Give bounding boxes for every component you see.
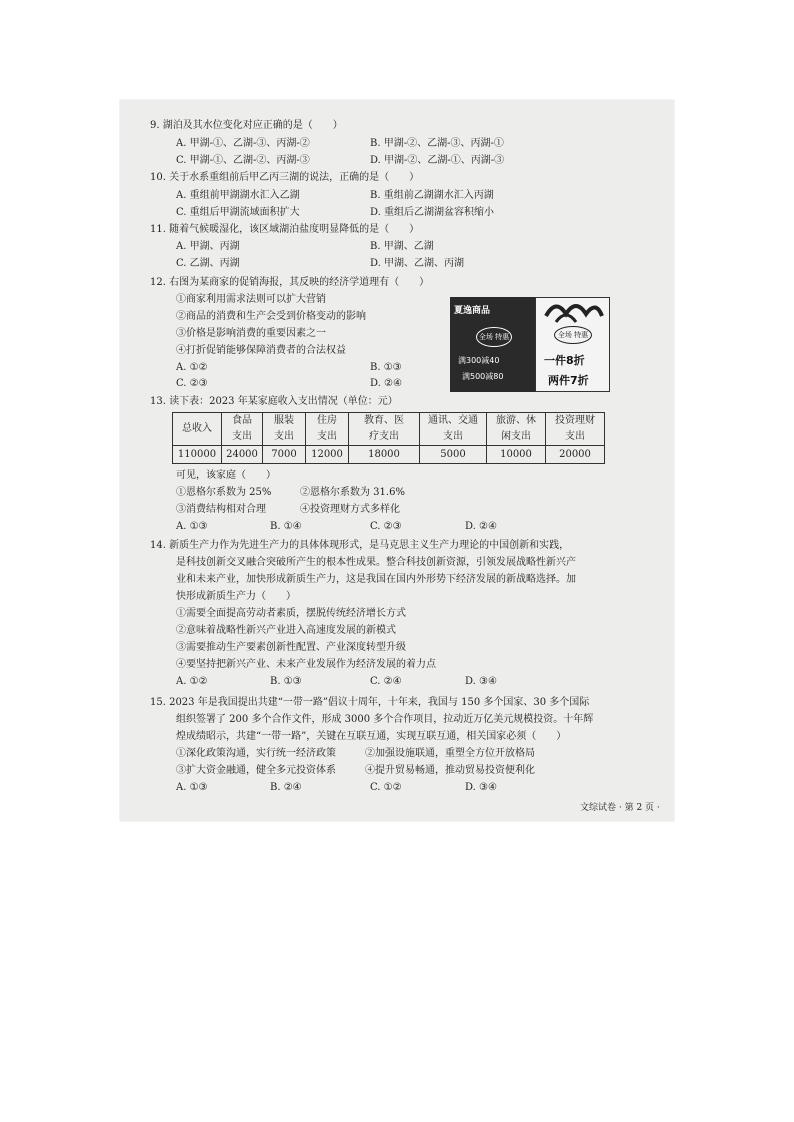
q14-option-b: B. ①③ [270, 676, 302, 687]
q11-option-a: A. 甲湖、丙湖 [176, 241, 240, 252]
q13-option-c: C. ②③ [370, 521, 402, 532]
q12-statement-3: ③价格是影响消费的重要因素之一 [176, 328, 326, 339]
q10-option-d: D. 重组后乙湖湖盆容积缩小 [370, 207, 495, 218]
q15-option-c: C. ①② [370, 782, 402, 793]
poster-left-line1: 满300减40 [458, 356, 500, 365]
q11-stem: 11. 随着气候暖湿化，该区域湖泊盐度明显降低的是（ ） [150, 224, 420, 235]
table-header-cell: 住房 支出 [306, 413, 349, 446]
q15-option-d: D. ③④ [465, 782, 497, 793]
poster-left-title: 夏逸商品 [454, 306, 491, 316]
poster-left-badge: 全场 特惠 [476, 327, 512, 347]
q14-line2: 是科技创新交叉融合突破所产生的根本性成果。整合科技创新资源，引领发展战略性新兴产 [176, 557, 576, 568]
q14-option-d: D. ③④ [465, 676, 497, 687]
q9-option-b: B. 甲湖-②、乙湖-③、丙湖-① [370, 138, 504, 149]
exam-page [120, 100, 674, 821]
q14-statement-2: ②意味着战略性新兴产业进入高速度发展的新模式 [176, 625, 396, 636]
table-cell: 24000 [222, 446, 263, 464]
q13-statement-1: ①恩格尔系数为 25% [176, 487, 272, 498]
poster-right-line1: 一件8折 [544, 354, 585, 367]
table-header-cell: 投资理财 支出 [546, 413, 605, 446]
table-cell: 10000 [487, 446, 546, 464]
q12-option-d: D. ②④ [370, 378, 402, 389]
q9-stem: 9. 湖泊及其水位变化对应正确的是（ ） [150, 120, 343, 131]
q9-option-a: A. 甲湖-①、乙湖-③、丙湖-② [176, 138, 310, 149]
q15-option-a: A. ①③ [176, 782, 208, 793]
table-header-cell: 服装 支出 [263, 413, 306, 446]
q15-line2: 组织签署了 200 多个合作文件，形成 3000 多个合作项目，拉动近万亿美元规模投资。十年辉 [176, 714, 594, 725]
q15-statement-3: ③扩大资金融通，健全多元投资体系 [176, 765, 336, 776]
page-footer: 文综试卷 · 第 2 页 · [580, 803, 660, 813]
table-cell: 20000 [546, 446, 605, 464]
table-header-row [173, 413, 605, 446]
q12-option-c: C. ②③ [176, 378, 208, 389]
q10-stem: 10. 关于水系重组前后甲乙丙三湖的说法，正确的是（ ） [150, 172, 420, 183]
q12-stem: 12. 右图为某商家的促销海报，其反映的经济学道理有（ ） [150, 277, 430, 288]
poster-right-line2: 两件7折 [548, 374, 589, 387]
poster-left-line2: 满500减80 [462, 372, 504, 381]
q10-option-c: C. 重组后甲湖流域面积扩大 [176, 207, 300, 218]
q12-statement-4: ④打折促销能够保障消费者的合法权益 [176, 345, 346, 356]
q10-option-a: A. 重组前甲湖湖水汇入乙湖 [176, 190, 300, 201]
table-header-cell: 食品 支出 [222, 413, 263, 446]
q15-statement-2: ②加强设施联通，重塑全方位开放格局 [365, 748, 535, 759]
promotion-poster [450, 297, 610, 392]
q13-statement-3: ③消费结构相对合理 [176, 504, 266, 515]
q12-statement-1: ①商家利用需求法则可以扩大营销 [176, 294, 326, 305]
q14-line4: 快形成新质生产力（ ） [176, 591, 296, 602]
q13-option-b: B. ①④ [270, 521, 302, 532]
q15-statement-1: ①深化政策沟通，实行统一经济政策 [176, 748, 336, 759]
q15-option-b: B. ②④ [270, 782, 302, 793]
q13-statement-2: ②恩格尔系数为 31.6% [300, 487, 405, 498]
q9-option-c: C. 甲湖-①、乙湖-②、丙湖-③ [176, 155, 310, 166]
q13-statement-4: ④投资理财方式多样化 [300, 504, 400, 515]
q13-option-a: A. ①③ [176, 521, 208, 532]
q14-statement-1: ①需要全面提高劳动者素质，摆脱传统经济增长方式 [176, 608, 406, 619]
q13-option-d: D. ②④ [465, 521, 497, 532]
q15-line1: 15. 2023 年是我国提出共建“一带一路”倡议十周年，十年来，我国与 150 多个国家、30 多个国际 [150, 697, 590, 708]
income-expense-table [172, 412, 605, 464]
q13-lead: 可见，该家庭（ ） [176, 470, 276, 481]
poster-right-badge: 全场 特惠 [554, 326, 592, 344]
q12-option-b: B. ①③ [370, 362, 402, 373]
q15-statement-4: ④提升贸易畅通，推动贸易投资便利化 [365, 765, 535, 776]
q14-statement-3: ③需要推动生产要素创新性配置、产业深度转型升级 [176, 642, 406, 653]
q14-statement-4: ④要坚持把新兴产业、未来产业发展作为经济发展的着力点 [176, 659, 436, 670]
q11-option-c: C. 乙湖、丙湖 [176, 258, 240, 269]
table-header-cell: 旅游、休 闲支出 [487, 413, 546, 446]
table-cell: 18000 [349, 446, 420, 464]
table-cell: 12000 [306, 446, 349, 464]
table-header-cell: 总收入 [173, 413, 222, 446]
q9-option-d: D. 甲湖-②、乙湖-①、丙湖-③ [370, 155, 505, 166]
poster-left-panel [450, 297, 535, 392]
q14-option-c: C. ②④ [370, 676, 402, 687]
table-row [173, 446, 605, 464]
table-header-cell: 教育、医 疗支出 [349, 413, 420, 446]
q12-statement-2: ②商品的消费和生产会受到价格变动的影响 [176, 311, 366, 322]
flower-decoration-icon [536, 298, 611, 328]
q11-option-b: B. 甲湖、乙湖 [370, 241, 434, 252]
table-header-cell: 通讯、交通 支出 [420, 413, 487, 446]
table-cell: 7000 [263, 446, 306, 464]
q14-line1: 14. 新质生产力作为先进生产力的具体体现形式，是马克思主义生产力理论的中国创新和实践， [150, 540, 570, 551]
table-cell: 110000 [173, 446, 222, 464]
table-cell: 5000 [420, 446, 487, 464]
q13-stem: 13. 读下表：2023 年某家庭收入支出情况（单位：元） [150, 396, 398, 407]
q14-option-a: A. ①② [176, 676, 208, 687]
poster-right-panel [535, 297, 610, 392]
q12-option-a: A. ①② [176, 362, 208, 373]
q15-line3: 煌成绩昭示，共建“一带一路”，关键在互联互通，实现互联互通，相关国家必须（ ） [176, 731, 567, 742]
q11-option-d: D. 甲湖、乙湖、丙湖 [370, 258, 465, 269]
q10-option-b: B. 重组前乙湖湖水汇入丙湖 [370, 190, 494, 201]
q14-line3: 业和未来产业，加快形成新质生产力，这是我国在国内外形势下经济发展的新战略选择。加 [176, 574, 576, 585]
